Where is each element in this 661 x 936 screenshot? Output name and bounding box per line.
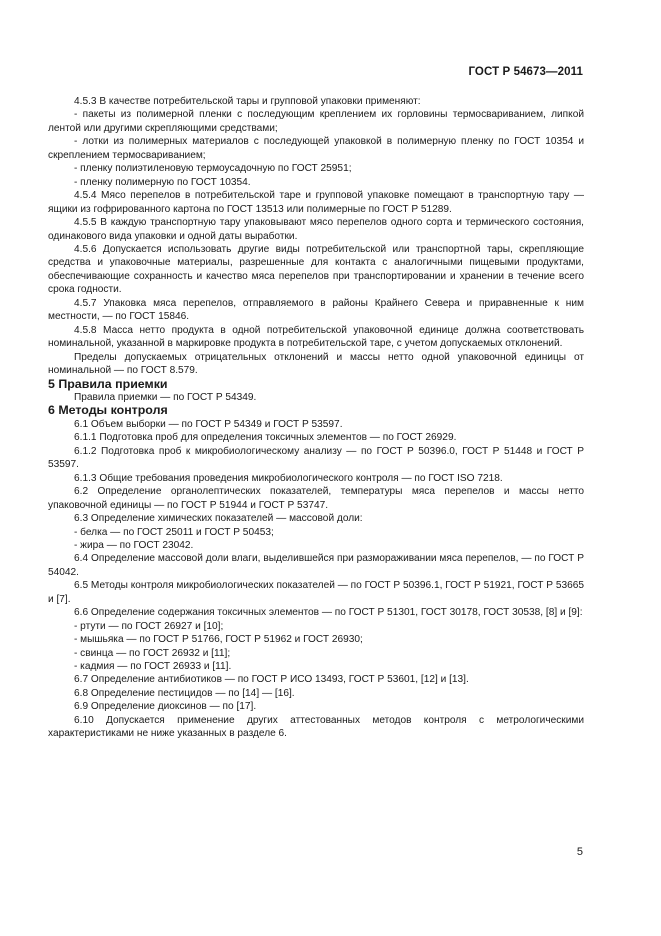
list-item: - пленку полимерную по ГОСТ 10354. [74, 176, 251, 188]
list-item: - ртути — по ГОСТ 26927 и [10]; [74, 620, 224, 632]
paragraph: 6.3 Определение химических показателей — массовой доли: [74, 513, 363, 525]
page-number: 5 [576, 846, 583, 858]
paragraph: 6.1.1 Подготовка проб для определения токсичных элементов — по ГОСТ 26929. [74, 432, 457, 444]
paragraph: 4.5.5 В каждую транспортную тару упаковывают мясо перепелов одного сорта и термического состояния, одинакового вида упаковки и одной даты выработки. [48, 217, 584, 242]
paragraph: 4.5.8 Масса нетто продукта в одной потребительской упаковочной единице должна соответствовать номинальной, указанной в маркировке продукта в потребительской таре, с учетом допускаемых отклонений. [48, 324, 584, 350]
list-item: - пленку полиэтиленовую термоусадочную по ГОСТ 25951; [74, 163, 352, 175]
paragraph: 6.9 Определение диоксинов — по [17]. [74, 701, 257, 713]
section-6-heading: 6 Методы контроля [48, 403, 168, 418]
list-item: - лотки из полимерных материалов с последующей упаковкой в полимерную пленку по ГОСТ 10354 и скреплением термосвариванием; [48, 136, 584, 161]
paragraph: 6.2 Определение органолептических показателей, температуры мяса перепелов и массы нетто упаковочной единицы — по ГОСТ Р 51944 и ГОСТ Р 53747. [48, 486, 584, 511]
paragraph: 6.1.2 Подготовка проб к микробиологическому анализу — по ГОСТ Р 50396.0, ГОСТ Р 51448 и ГОСТ Р 53597. [48, 445, 584, 471]
document-header: ГОСТ Р 54673—2011 [468, 66, 583, 78]
section-5-heading: 5 Правила приемки [48, 376, 168, 391]
paragraph: Пределы допускаемых отрицательных отклонений и массы нетто одной упаковочной единицы от номинальной — по ГОСТ 8.579. [48, 351, 584, 377]
list-item: - кадмия — по ГОСТ 26933 и [11]. [74, 661, 232, 673]
paragraph: 4.5.6 Допускается использовать другие виды потребительской или транспортной тары, скрепляющие средства и упаковочные материалы, разрешенные для контакта с аналогичными пищевыми продуктами, обеспечивающие сохранность и качество мяса перепелов при транспортировании и хранении в течение всего срока годности. [48, 243, 584, 296]
paragraph: 6.5 Методы контроля микробиологических показателей — по ГОСТ Р 50396.1, ГОСТ Р 51921, ГОСТ Р 53665 и [7]. [48, 580, 584, 605]
paragraph: 6.7 Определение антибиотиков — по ГОСТ Р ИСО 13493, ГОСТ Р 53601, [12] и [13]. [74, 674, 469, 686]
paragraph: 6.6 Определение содержания токсичных элементов — по ГОСТ Р 51301, ГОСТ 30178, ГОСТ 30538, [8] и [9]: [74, 607, 583, 619]
list-item: - жира — по ГОСТ 23042. [74, 539, 194, 551]
paragraph: 6.4 Определение массовой доли влаги, выделившейся при размораживании мяса перепелов, — по ГОСТ Р 54042. [48, 553, 584, 578]
list-item: - пакеты из полимерной пленки с последующим креплением их горловины термосвариванием, липкой лентой или другими скрепляющими средствами; [48, 109, 584, 134]
paragraph: 4.5.7 Упаковка мяса перепелов, отправляемого в районы Крайнего Севера и приравненные к ним местности, — по ГОСТ 15846. [48, 297, 584, 323]
paragraph: 4.5.4 Мясо перепелов в потребительской таре и групповой упаковке помещают в транспортную тару — ящики из гофрированного картона по ГОСТ 13513 или полимерные по ГОСТ Р 51289. [48, 190, 584, 215]
paragraph: 4.5.3 В качестве потребительской тары и групповой упаковки применяют: [74, 96, 421, 107]
page-body [48, 95, 584, 741]
paragraph: 6.1.3 Общие требования проведения микробиологического контроля — по ГОСТ ISO 7218. [74, 472, 503, 484]
paragraph: 6.10 Допускается применение других аттестованных методов контроля с метрологическими характеристиками не ниже указанных в разделе 6. [48, 714, 584, 740]
paragraph: Правила приемки — по ГОСТ Р 54349. [74, 391, 257, 403]
list-item: - мышьяка — по ГОСТ Р 51766, ГОСТ Р 51962 и ГОСТ 26930; [74, 634, 363, 646]
paragraph: 6.1 Объем выборки — по ГОСТ Р 54349 и ГОСТ Р 53597. [74, 418, 343, 430]
paragraph: 6.8 Определение пестицидов — по [14] — [16]. [74, 687, 295, 699]
list-item: - белка — по ГОСТ 25011 и ГОСТ Р 50453; [74, 526, 274, 538]
list-item: - свинца — по ГОСТ 26932 и [11]; [74, 647, 231, 659]
